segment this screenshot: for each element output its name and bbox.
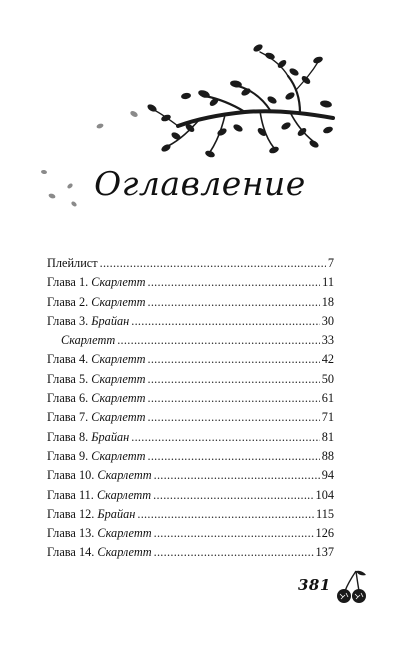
toc-chapter-label: Глава 9. (47, 448, 89, 463)
toc-entry (47, 275, 334, 294)
toc-chapter-label: Глава 8. (47, 429, 89, 444)
toc-dot-leader (100, 256, 326, 271)
toc-chapter-narrator: Скарлетт (91, 275, 146, 290)
toc-chapter-label: Глава 7. (47, 410, 89, 425)
toc-page-number: 7 (327, 256, 334, 270)
toc-chapter-label: Глава 14. (47, 545, 95, 560)
toc-page-number: 71 (321, 410, 334, 425)
toc-dot-leader (147, 352, 319, 367)
toc-dot-leader (131, 430, 319, 445)
toc-page-number: 115 (316, 506, 334, 521)
toc-entry (47, 468, 334, 487)
toc-page-number: 18 (321, 294, 334, 309)
toc-entry (47, 352, 334, 371)
toc-chapter-narrator: Скарлетт (91, 371, 146, 386)
toc-dot-leader (154, 545, 314, 560)
toc-dot-leader (137, 507, 314, 522)
toc-chapter-label: Глава 3. (47, 313, 89, 328)
toc-chapter-narrator: Скарлетт (91, 294, 146, 309)
toc-dot-leader (147, 410, 319, 425)
toc-chapter-narrator: Скарлетт (97, 526, 152, 541)
toc-entry (47, 410, 334, 429)
toc-entry (47, 545, 334, 564)
toc-page-number: 104 (315, 487, 334, 502)
toc-dot-leader (147, 391, 319, 406)
toc-chapter-label: Глава 4. (47, 352, 89, 367)
toc-chapter-label: Глава 1. (47, 275, 89, 290)
page-number: 381 (298, 576, 331, 594)
toc-page-number: 30 (321, 313, 334, 328)
toc-entry (47, 449, 334, 468)
toc-chapter-label: Плейлист (47, 256, 98, 270)
toc-page-number: 42 (321, 352, 334, 367)
toc-page-number: 50 (321, 371, 334, 386)
toc-page-number: 81 (321, 429, 334, 444)
toc-dot-leader (154, 526, 314, 541)
toc-entry (47, 488, 334, 507)
toc-dot-leader (154, 468, 320, 483)
toc-chapter-label: Глава 2. (47, 294, 89, 309)
toc-chapter-label: Глава 13. (47, 526, 95, 541)
toc-chapter-label: Глава 6. (47, 391, 89, 406)
toc-chapter-narrator: Скарлетт (97, 545, 152, 560)
cherries-icon (330, 569, 370, 605)
toc-dot-leader (117, 333, 320, 348)
toc-chapter-narrator: Скарлетт (97, 468, 152, 483)
toc-entry (47, 314, 334, 333)
toc-entry (47, 391, 334, 410)
toc-page-number: 33 (321, 333, 334, 348)
toc-dot-leader (147, 372, 319, 387)
toc-entry (47, 507, 334, 526)
toc-page-number: 94 (321, 468, 334, 483)
toc-chapter-label: Глава 5. (47, 371, 89, 386)
toc-page-number: 88 (321, 448, 334, 463)
toc-dot-leader (131, 314, 319, 329)
toc-chapter-narrator: Скарлетт (91, 391, 146, 406)
toc-title: Оглавление (94, 164, 306, 203)
toc-chapter-narrator: Брайан (91, 429, 130, 444)
toc-chapter-narrator: Скарлетт (91, 352, 146, 367)
toc-chapter-narrator: Скарлетт (91, 410, 146, 425)
toc-entry (47, 333, 334, 352)
toc-entry (47, 526, 334, 545)
toc-page-number: 126 (315, 526, 334, 541)
toc-entry (47, 430, 334, 449)
toc-dot-leader (147, 295, 319, 310)
table-of-contents (47, 256, 334, 565)
toc-chapter-narrator: Скарлетт (91, 448, 146, 463)
toc-chapter-narrator: Брайан (91, 313, 130, 328)
toc-dot-leader (147, 275, 320, 290)
toc-entry (47, 372, 334, 391)
toc-entry (47, 295, 334, 314)
toc-chapter-narrator: Скарлетт (61, 333, 116, 348)
toc-chapter-label: Глава 12. (47, 506, 95, 521)
toc-page-number: 11 (322, 275, 334, 290)
toc-chapter-label: Глава 11. (47, 487, 94, 502)
toc-page-number: 61 (321, 391, 334, 406)
toc-chapter-label: Глава 10. (47, 468, 95, 483)
toc-page-number: 137 (315, 545, 334, 560)
toc-chapter-narrator: Брайан (97, 506, 136, 521)
toc-dot-leader (153, 488, 313, 503)
toc-entry (47, 256, 334, 275)
toc-dot-leader (147, 449, 319, 464)
toc-chapter-narrator: Скарлетт (96, 487, 152, 502)
